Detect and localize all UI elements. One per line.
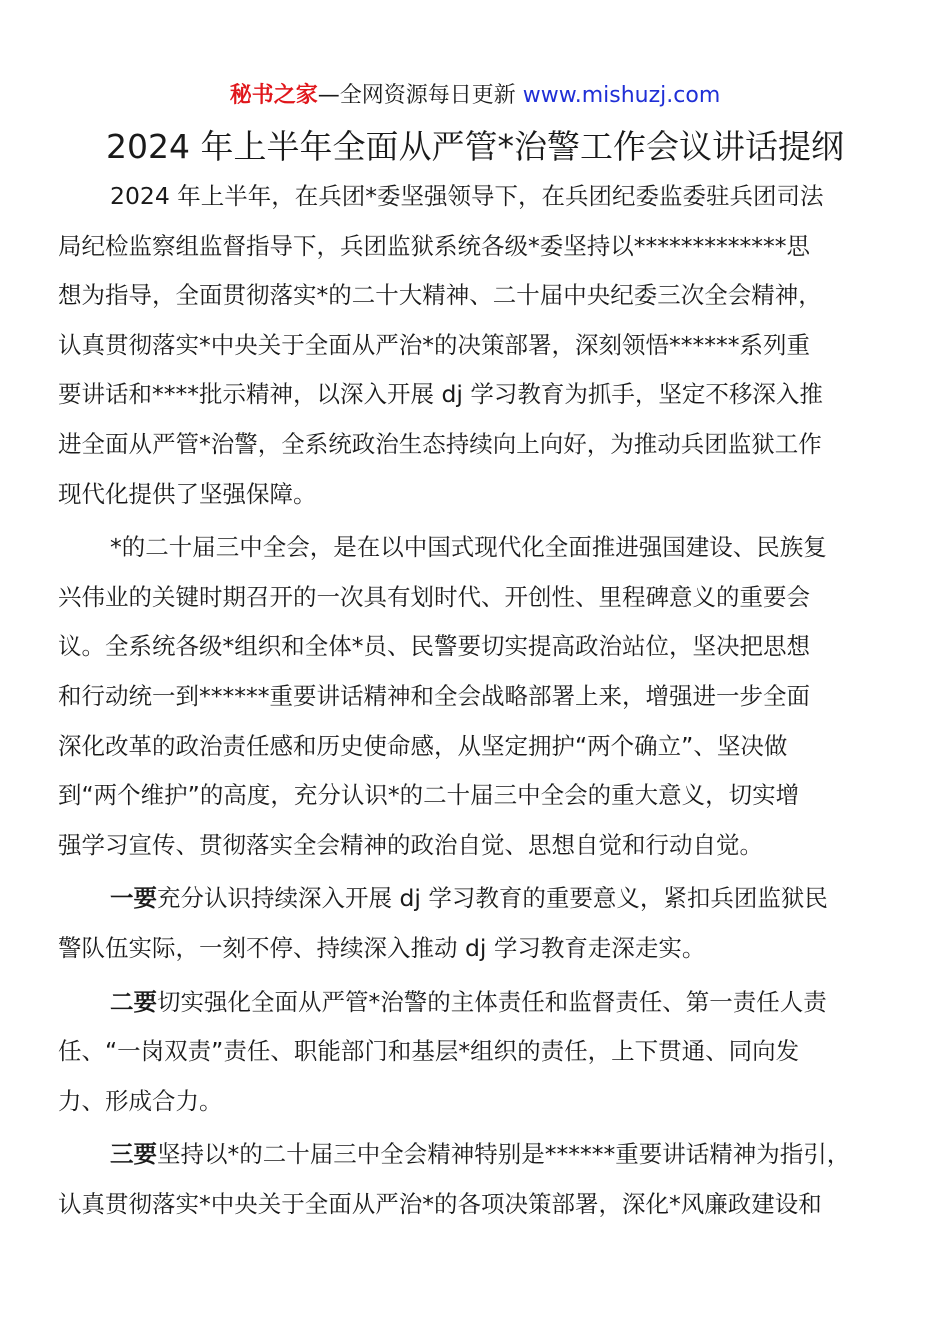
text-line: 任、“一岗双责”责任、职能部门和基层*组织的责任，上下贯通、同向发 <box>58 1037 800 1066</box>
text-line: 现代化提供了坚强保障。 <box>58 479 317 508</box>
point-lead: 一要 <box>110 884 157 913</box>
text-line <box>58 1130 890 1180</box>
paragraph-point-three <box>58 1130 890 1229</box>
text-line: 局纪检监察组监督指导下，兵团监狱系统各级*委坚持以*************思 <box>58 231 810 260</box>
text-line: 议。全系统各级*组织和全体*员、民警要切实提高政治站位，坚决把思想 <box>58 632 810 661</box>
text-line: 2024 年上半年，在兵团*委坚强领导下，在兵团纪委监委驻兵团司法 <box>110 182 824 210</box>
document-body <box>58 172 890 1233</box>
paragraph-plenum <box>58 523 890 870</box>
text-line: 兴伟业的关键时期召开的一次具有划时代、开创性、里程碑意义的重要会 <box>58 582 810 611</box>
text-line: 到“两个维护”的高度，充分认识*的二十届三中全会的重大意义，切实增 <box>58 781 800 810</box>
paragraph-intro <box>58 172 890 519</box>
header-tagline: —全网资源每日更新 <box>317 83 523 108</box>
brand-name: 秘书之家 <box>229 83 318 108</box>
point-lead: 二要 <box>110 987 157 1016</box>
document-title: 2024 年上半年全面从严管*治警工作会议讲话提纲 <box>106 127 844 166</box>
site-header <box>0 80 950 112</box>
text-line: *的二十届三中全会，是在以中国式现代化全面推进强国建设、民族复 <box>110 533 827 562</box>
point-lead: 三要 <box>110 1140 157 1169</box>
text-line <box>58 978 890 1028</box>
paragraph-point-two <box>58 978 890 1127</box>
point-text: 切实强化全面从严管*治警的主体责任和监督责任、第一责任人责 <box>157 987 827 1016</box>
text-line: 要讲话和****批示精神，以深入开展 dj 学习教育为抓手，坚定不移深入推 <box>58 380 823 409</box>
text-line: 认真贯彻落实*中央关于全面从严治*的各项决策部署，深化*风廉政建设和 <box>58 1189 822 1218</box>
paragraph-point-one <box>58 874 890 973</box>
text-line: 警队伍实际，一刻不停、持续深入推动 dj 学习教育走深走实。 <box>58 933 706 962</box>
text-line: 强学习宣传、贯彻落实全会精神的政治自觉、思想自觉和行动自觉。 <box>58 830 763 859</box>
text-line: 深化改革的政治责任感和历史使命感，从坚定拥护“两个确立”、坚决做 <box>58 731 788 760</box>
site-url-link[interactable]: www.mishuzj.com <box>522 83 721 108</box>
text-line: 力、形成合力。 <box>58 1086 223 1115</box>
point-text: 坚持以*的二十届三中全会精神特别是******重要讲话精神为指引， <box>157 1140 851 1169</box>
text-line: 和行动统一到******重要讲话精神和全会战略部署上来，增强进一步全面 <box>58 681 810 710</box>
text-line: 进全面从严管*治警，全系统政治生态持续向上向好，为推动兵团监狱工作 <box>58 429 822 458</box>
point-text: 充分认识持续深入开展 dj 学习教育的重要意义，紧扣兵团监狱民 <box>157 884 828 913</box>
text-line <box>58 874 890 924</box>
text-line: 认真贯彻落实*中央关于全面从严治*的决策部署，深刻领悟******系列重 <box>58 330 810 359</box>
text-line: 想为指导，全面贯彻落实*的二十大精神、二十届中央纪委三次全会精神， <box>58 281 822 310</box>
